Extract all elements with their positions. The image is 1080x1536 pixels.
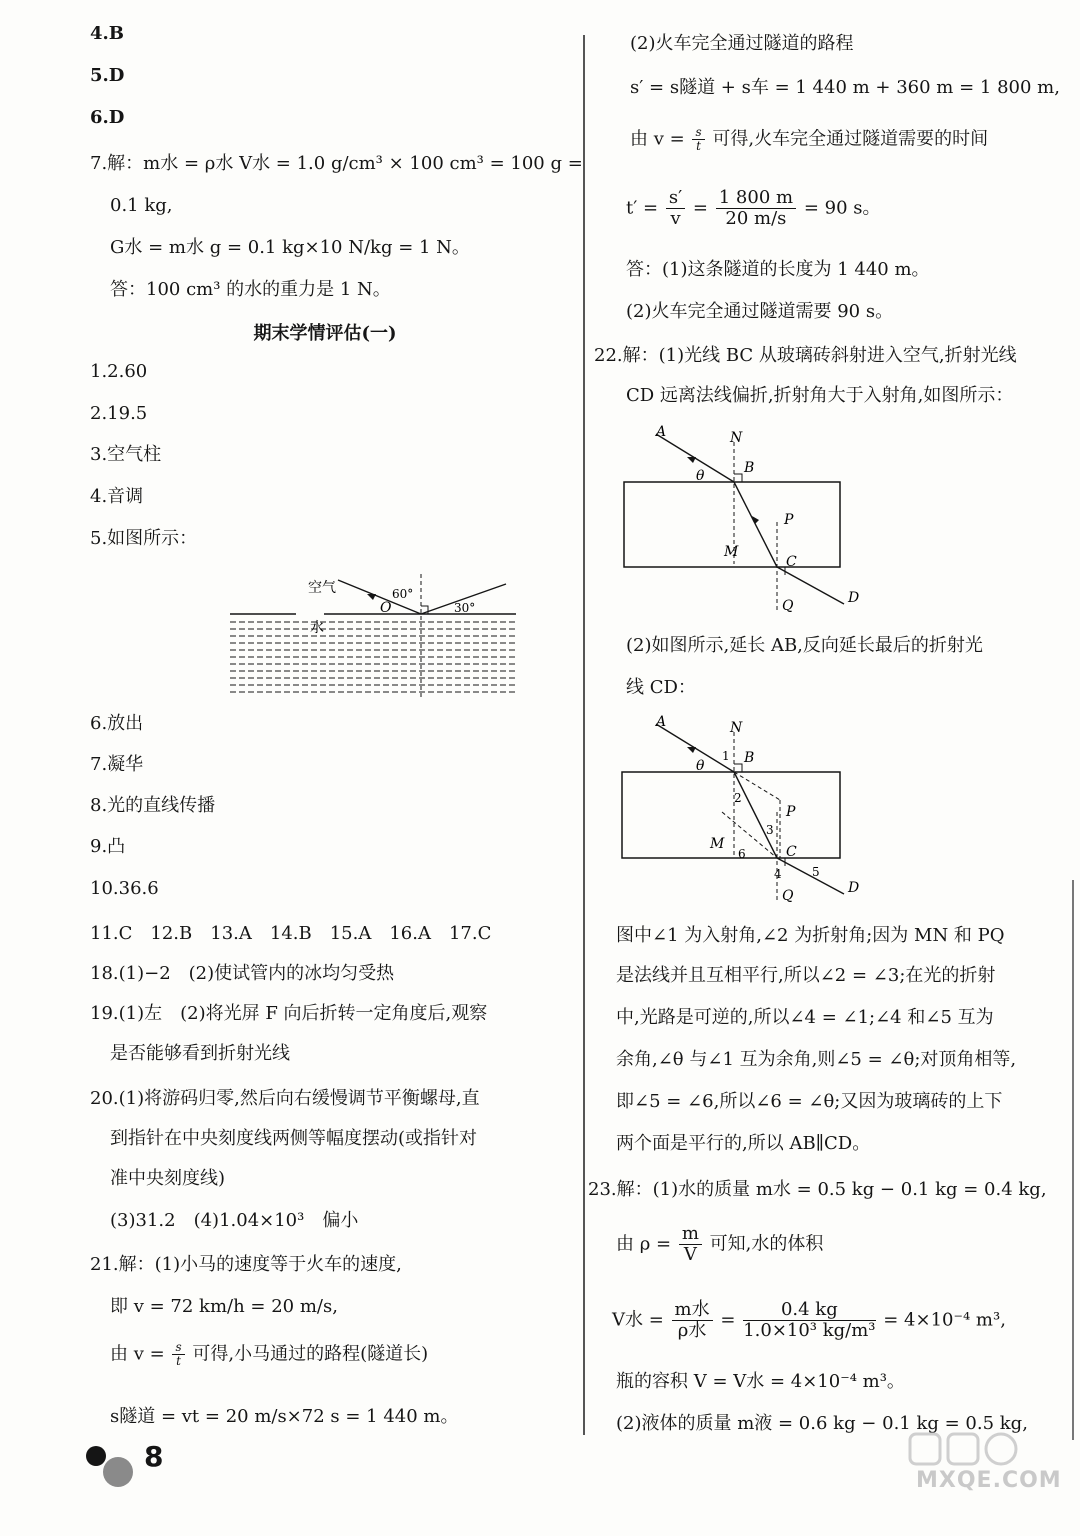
fraction-s-prime-over-v <box>666 188 685 229</box>
fraction-denominator: t <box>696 139 701 153</box>
ray-bc <box>734 772 777 858</box>
q23-line1: 23.解：(1)水的质量 m水 = 0.5 kg − 0.1 kg = 0.4 kg, <box>588 1179 1047 1200</box>
fraction-m-over-rho <box>672 1300 713 1341</box>
q20-line2: 到指针在中央刻度线两侧等幅度摆动(或指针对 <box>110 1128 478 1149</box>
fraction-numerator: m <box>679 1224 702 1245</box>
angle-6: 6 <box>738 847 746 861</box>
angle-1: 1 <box>722 749 730 763</box>
q22-line2: CD 远离法线偏折,折射角大于入射角,如图所示： <box>626 385 1014 406</box>
watermark-text: MXQE.COM <box>916 1468 1062 1493</box>
right-line2: s′ = s隧道 + s车 = 1 440 m + 360 m = 1 800 m, <box>630 77 1060 98</box>
q23-line4: 瓶的容积 V = V水 = 4×10⁻⁴ m³。 <box>616 1371 905 1392</box>
label-c: C <box>786 554 797 570</box>
fraction-1800-over-20 <box>716 188 796 229</box>
q22-line6: 是法线并且互相平行,所以∠2 = ∠3;在光的折射 <box>616 965 996 986</box>
fraction-numerator: s <box>172 1341 184 1355</box>
water-hatching <box>230 622 516 692</box>
fraction-denominator: t <box>176 1354 181 1368</box>
label-o: O <box>380 600 392 616</box>
fraction-m-over-v <box>679 1224 702 1265</box>
label-theta: θ <box>696 468 705 484</box>
fraction-numerator: m水 <box>672 1300 713 1321</box>
right-line5: 答：(1)这条隧道的长度为 1 440 m。 <box>626 259 930 280</box>
angle-5: 5 <box>812 865 820 879</box>
t-prime-label: t′ = <box>626 197 659 219</box>
fraction-s-over-t <box>172 1341 184 1368</box>
page-number: 8 <box>144 1440 164 1473</box>
answer-7-line1: 7.解：m水 = ρ水 V水 = 1.0 g/cm³ × 100 cm³ = 100 g = <box>90 153 583 174</box>
label-q: Q <box>782 598 794 614</box>
right-angle-b <box>734 474 742 482</box>
label-d: D <box>848 590 860 606</box>
q6-answer: 6.放出 <box>90 713 144 734</box>
incident-arrow <box>367 594 376 600</box>
figure-reflection <box>216 572 526 702</box>
label-a: A <box>656 424 667 440</box>
answer-7-line3: G水 = m水 g = 0.1 kg×10 N/kg = 1 N。 <box>110 237 470 258</box>
fraction-denominator: v <box>670 208 681 229</box>
glass-block <box>622 772 840 858</box>
q20-line1: 20.(1)将游码归零,然后向右缓慢调节平衡螺母,直 <box>90 1088 480 1109</box>
label-air: 空气 <box>308 580 336 596</box>
q21-line1: 21.解：(1)小马的速度等于火车的速度, <box>90 1254 402 1275</box>
q23-line2-suffix: 可知,水的体积 <box>709 1233 824 1255</box>
fraction-denominator: V <box>683 1244 697 1265</box>
q20-line4: (3)31.2 (4)1.04×10³ 偏小 <box>110 1210 359 1231</box>
fraction-denominator: ρ水 <box>677 1320 707 1341</box>
q22-line8: 余角,∠θ 与∠1 互为余角,则∠5 = ∠θ;对顶角相等, <box>616 1049 1017 1070</box>
q19-line2: 是否能够看到折射光线 <box>110 1043 290 1064</box>
answer-7-line2: 0.1 kg, <box>110 195 173 216</box>
right-line3-prefix: 由 v = <box>630 128 685 150</box>
q22-line1: 22.解：(1)光线 BC 从玻璃砖斜射进入空气,折射光线 <box>594 345 1017 366</box>
fraction-numerator: 1 800 m <box>716 188 796 209</box>
answer-4: 4.B <box>90 23 125 44</box>
right-line4 <box>626 188 880 229</box>
fraction-numerator: s <box>692 126 704 140</box>
fraction-numerator: 0.4 kg <box>743 1300 875 1321</box>
right-angle-b <box>734 764 742 772</box>
q8-answer: 8.光的直线传播 <box>90 795 216 816</box>
fraction-numerator: s′ <box>666 188 685 209</box>
q4-answer: 4.音调 <box>90 486 144 507</box>
q5-answer: 5.如图所示： <box>90 528 198 549</box>
label-b: B <box>744 460 755 476</box>
q7-answer: 7.凝华 <box>90 754 144 775</box>
right-line3 <box>630 126 988 153</box>
q23-line3-result: = 4×10⁻⁴ m³, <box>883 1309 1006 1331</box>
label-q: Q <box>782 888 794 902</box>
v-water-label: V水 = <box>612 1309 664 1331</box>
q21-line3 <box>110 1341 428 1368</box>
label-water: 水 <box>310 620 324 636</box>
right-line6: (2)火车完全通过隧道需要 90 s。 <box>626 301 894 322</box>
equals-sign: = <box>720 1309 736 1331</box>
label-b: B <box>744 750 755 766</box>
q21-line3-prefix: 由 v = <box>110 1343 165 1365</box>
q22-line10: 两个面是平行的,所以 AB∥CD。 <box>616 1133 871 1154</box>
section-title: 期末学情评估(一) <box>253 323 397 344</box>
label-a: A <box>656 714 667 730</box>
page-edge-line <box>1072 880 1074 1440</box>
q22-line4: 线 CD： <box>626 677 696 698</box>
q3-answer: 3.空气柱 <box>90 444 162 465</box>
arrow-ab <box>687 457 696 463</box>
label-60-degree: 60° <box>392 587 414 601</box>
answer-6: 6.D <box>90 107 125 128</box>
answer-7-line4: 答：100 cm³ 的水的重力是 1 N。 <box>110 279 391 300</box>
q21-line2: 即 v = 72 km/h = 20 m/s, <box>110 1296 338 1317</box>
column-divider <box>583 35 585 1435</box>
q21-line4: s隧道 = vt = 20 m/s×72 s = 1 440 m。 <box>110 1406 459 1427</box>
q21-line3-suffix: 可得,小马通过的路程(隧道长) <box>192 1343 429 1365</box>
label-theta: θ <box>696 758 705 774</box>
fraction-denominator: 20 m/s <box>725 208 787 229</box>
watermark <box>880 1432 1060 1496</box>
fraction-mass-over-density <box>743 1300 875 1341</box>
angle-2: 2 <box>734 791 742 805</box>
ray-bc <box>734 482 777 567</box>
angle-4: 4 <box>774 867 782 881</box>
q23-line2-prefix: 由 ρ = <box>616 1233 672 1255</box>
equals-sign: = <box>692 197 709 219</box>
figure-refraction-2 <box>612 712 872 902</box>
q18-answer: 18.(1)−2 (2)使试管内的冰均匀受热 <box>90 963 395 984</box>
q1-answer: 1.2.60 <box>90 361 148 382</box>
answer-5: 5.D <box>90 65 125 86</box>
label-n: N <box>730 720 743 736</box>
label-m: M <box>710 836 725 852</box>
q19-line1: 19.(1)左 (2)将光屏 F 向后折转一定角度后,观察 <box>90 1003 488 1024</box>
label-c: C <box>786 844 797 860</box>
q20-line3: 准中央刻度线) <box>110 1168 226 1189</box>
right-line4-result: = 90 s。 <box>803 197 881 219</box>
q22-line5: 图中∠1 为入射角,∠2 为折射角;因为 MN 和 PQ <box>616 925 1005 946</box>
q11-17-answers: 11.C 12.B 13.A 14.B 15.A 16.A 17.C <box>90 923 492 944</box>
q23-line3 <box>612 1300 1006 1341</box>
q22-line7: 中,光路是可逆的,所以∠4 = ∠1;∠4 和∠5 互为 <box>616 1007 994 1028</box>
right-line1: (2)火车完全通过隧道的路程 <box>630 33 854 54</box>
q10-answer: 10.36.6 <box>90 878 159 899</box>
label-30-degree: 30° <box>454 601 476 615</box>
label-n: N <box>730 430 743 446</box>
right-line3-suffix: 可得,火车完全通过隧道需要的时间 <box>712 128 989 150</box>
q22-line3: (2)如图所示,延长 AB,反向延长最后的折射光 <box>626 635 983 656</box>
q9-answer: 9.凸 <box>90 836 126 857</box>
fraction-s-over-t-2 <box>692 126 704 153</box>
label-d: D <box>848 880 860 896</box>
q2-answer: 2.19.5 <box>90 403 148 424</box>
label-p: P <box>784 512 794 528</box>
fraction-denominator: 1.0×10³ kg/m³ <box>743 1320 876 1341</box>
q23-line2 <box>616 1224 823 1265</box>
page-number-badge <box>82 1438 172 1496</box>
q22-line9: 即∠5 = ∠6,所以∠6 = ∠θ;又因为玻璃砖的上下 <box>616 1091 1003 1112</box>
label-p: P <box>786 804 796 820</box>
q23-line5: (2)液体的质量 m液 = 0.6 kg − 0.1 kg = 0.5 kg, <box>616 1413 1028 1434</box>
label-m: M <box>724 544 739 560</box>
figure-refraction-1 <box>612 424 872 614</box>
arrow-ab <box>687 747 696 753</box>
angle-3: 3 <box>766 823 774 837</box>
